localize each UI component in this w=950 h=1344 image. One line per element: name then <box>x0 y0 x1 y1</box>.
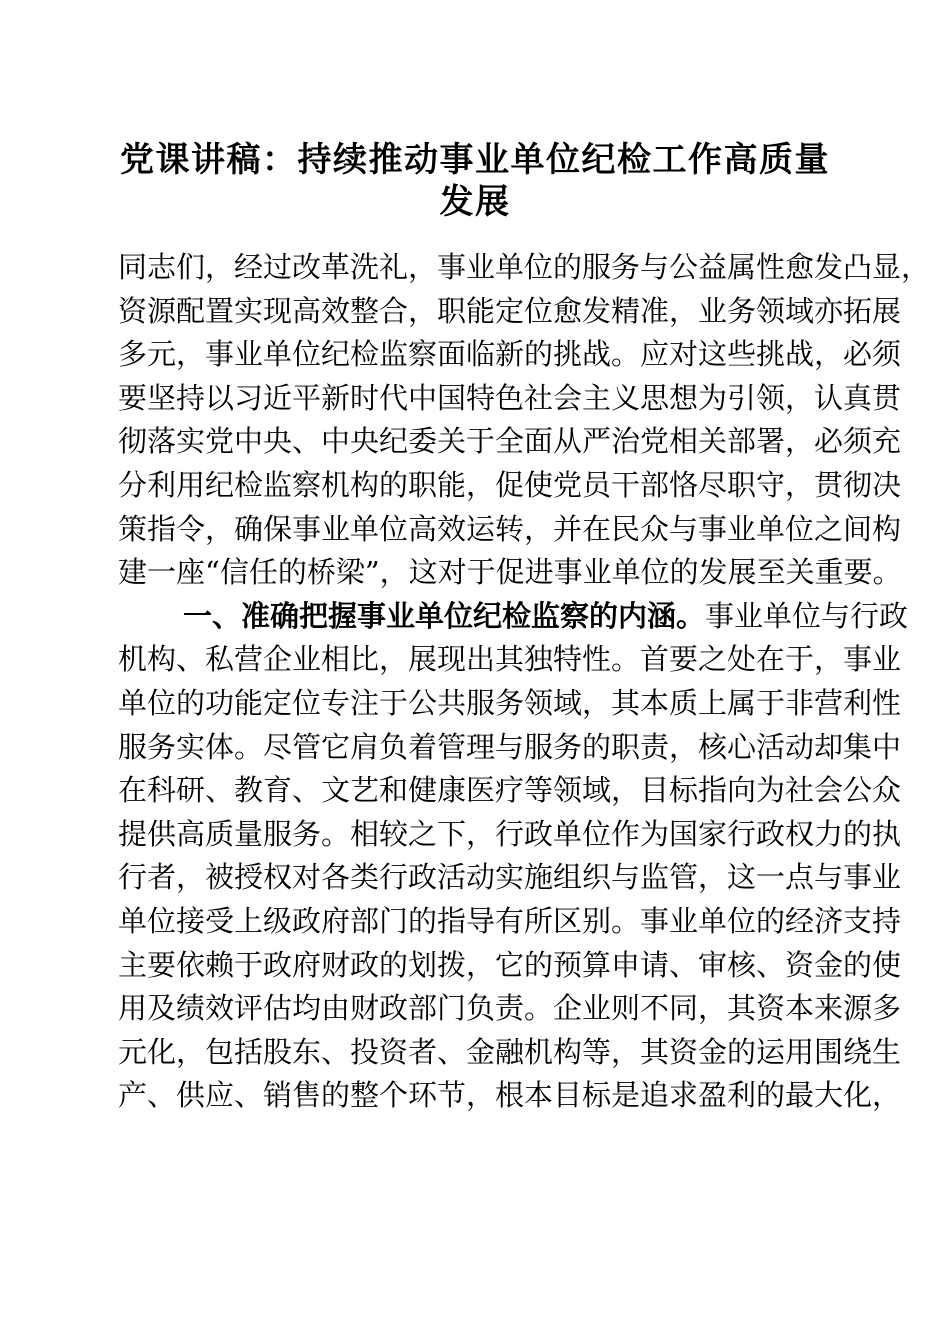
text-line: 资源配置实现高效整合，职能定位愈发精准，业务领域亦拓展 <box>118 293 902 328</box>
document-title-line-1: 党课讲稿：持续推动事业单位纪检工作高质量 <box>120 140 830 180</box>
document-title-line-2: 发展 <box>439 182 511 222</box>
text-span: 事业单位与行政 <box>705 598 909 633</box>
text-line: 提供高质量服务。相较之下，行政单位作为国家行政权力的执 <box>118 816 902 851</box>
text-line: 要坚持以习近平新时代中国特色社会主义思想为引领，认真贯 <box>118 380 902 415</box>
text-line: 同志们，经过改革洗礼，事业单位的服务与公益属性愈发凸显， <box>118 250 931 284</box>
text-line: 策指令，确保事业单位高效运转，并在民众与事业单位之间构 <box>118 511 902 546</box>
text-line: 主要依赖于政府财政的划拨，它的预算申请、审核、资金的使 <box>118 947 902 982</box>
text-line: 建一座“信任的桥梁”，这对于促进事业单位的发展至关重要。 <box>118 555 902 590</box>
text-line: 用及绩效评估均由财政部门负责。企业则不同，其资本来源多 <box>118 991 902 1026</box>
text-line: 产、供应、销售的整个环节，根本目标是追求盈利的最大化， <box>118 1078 902 1113</box>
text-line: 彻落实党中央、中央纪委关于全面从严治党相关部署，必须充 <box>118 424 902 459</box>
paragraph-intro <box>118 246 931 595</box>
text-line: 元化，包括股东、投资者、金融机构等，其资金的运用围绕生 <box>118 1034 902 1069</box>
text-line: 单位的功能定位专注于公共服务领域，其本质上属于非营利性 <box>118 685 902 720</box>
text-line: 在科研、教育、文艺和健康医疗等领域，目标指向为社会公众 <box>118 773 902 808</box>
text-line <box>118 595 909 639</box>
paragraph-section-one <box>118 595 909 1118</box>
text-line: 服务实体。尽管它肩负着管理与服务的职责，核心活动却集中 <box>118 729 902 764</box>
text-line: 行者，被授权对各类行政活动实施组织与监管，这一点与事业 <box>118 860 902 895</box>
text-line: 分利用纪检监察机构的职能，促使党员干部恪尽职守，贯彻决 <box>118 467 902 502</box>
text-line: 单位接受上级政府部门的指导有所区别。事业单位的经济支持 <box>118 903 902 938</box>
section-heading: 一、准确把握事业单位纪检监察的内涵。 <box>183 598 706 633</box>
document-body <box>118 246 931 1118</box>
text-line: 机构、私营企业相比，展现出其独特性。首要之处在于，事业 <box>118 642 902 677</box>
text-line: 多元，事业单位纪检监察面临新的挑战。应对这些挑战，必须 <box>118 337 902 372</box>
